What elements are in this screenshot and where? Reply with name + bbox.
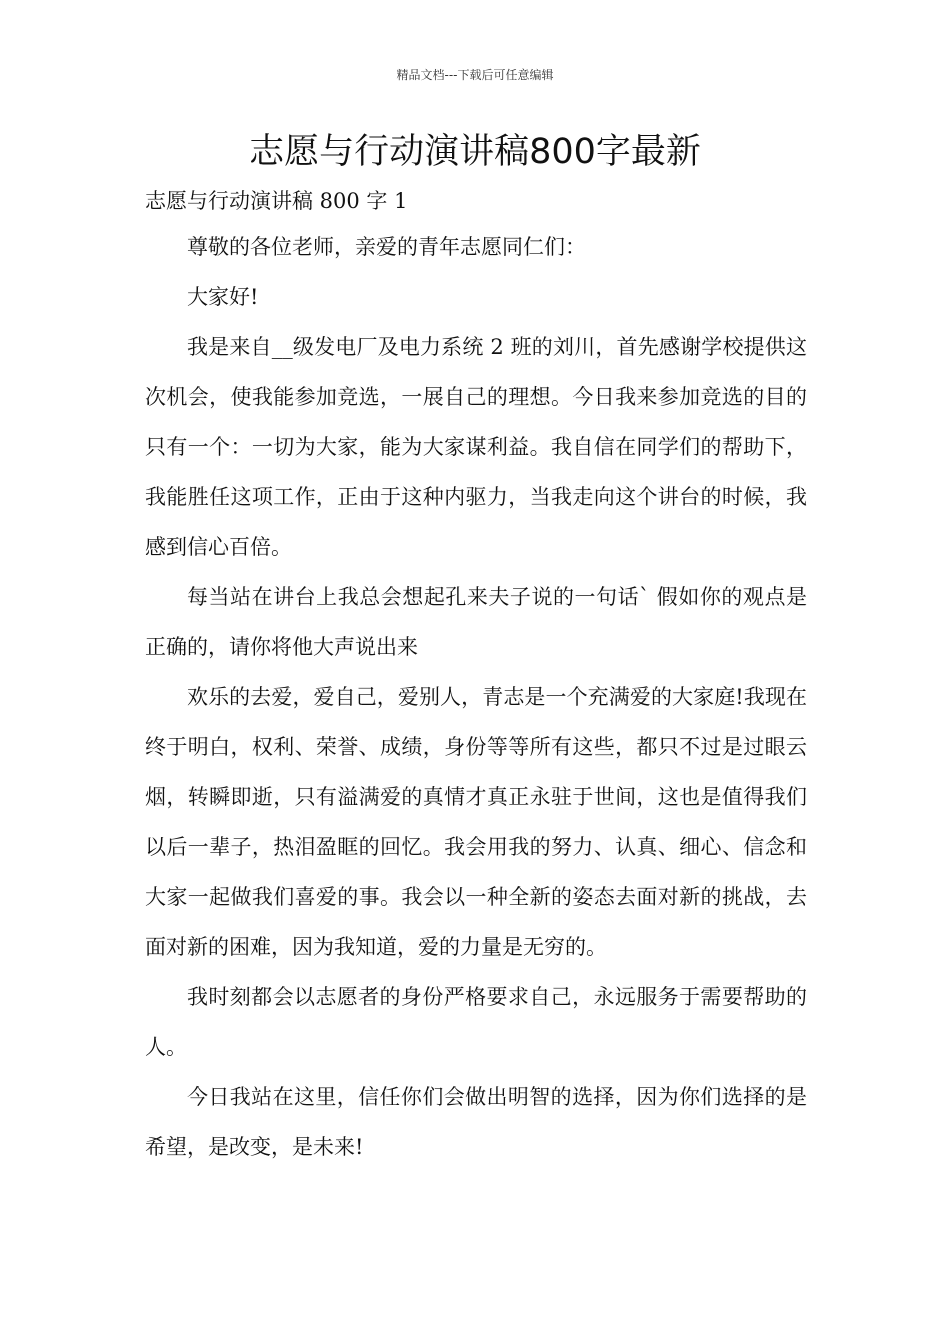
document-subtitle: 志愿与行动演讲稿 800 字 1 [145,189,408,213]
paragraph-closing: 今日我站在这里，信任你们会做出明智的选择，因为你们选择的是希望，是改变，是未来! [145,1085,807,1159]
paragraph-hello: 大家好! [187,285,259,309]
header-note: 精品文档---下载后可任意编辑 [396,68,554,82]
paragraph-service: 我时刻都会以志愿者的身份严格要求自己，永远服务于需要帮助的人。 [145,985,807,1059]
paragraph-love: 欢乐的去爱，爱自己，爱别人，青志是一个充满爱的大家庭!我现在终于明白，权利、荣誉、成绩，身份等等所有这些，都只不过是过眼云烟，转瞬即逝，只有溢满爱的真情才真正永驻于世间，这也是值得我们以后一辈子，热泪盈眶的回忆。我会用我的努力、认真、细心、信念和大家一起做我们喜爱的事。我会以一种全新的姿态去面对新的挑战，去面对新的困难，因为我知道，爱的力量是无穷的。 [145,685,807,959]
paragraph-quote: 每当站在讲台上我总会想起孔来夫子说的一句话` 假如你的观点是正确的，请你将他大声说出来 [145,585,807,659]
paragraph-greeting: 尊敬的各位老师，亲爱的青年志愿同仁们： [187,235,586,259]
paragraph-introduction: 我是来自__级发电厂及电力系统 2 班的刘川，首先感谢学校提供这次机会，使我能参加竞选，一展自己的理想。今日我来参加竞选的目的只有一个：一切为大家，能为大家谋利益。我自信在同学们的帮助下，我能胜任这项工作，正由于这种内驱力，当我走向这个讲台的时候，我感到信心百倍。 [145,335,807,559]
document-body [145,180,807,1172]
document-title: 志愿与行动演讲稿800字最新 [249,132,701,172]
